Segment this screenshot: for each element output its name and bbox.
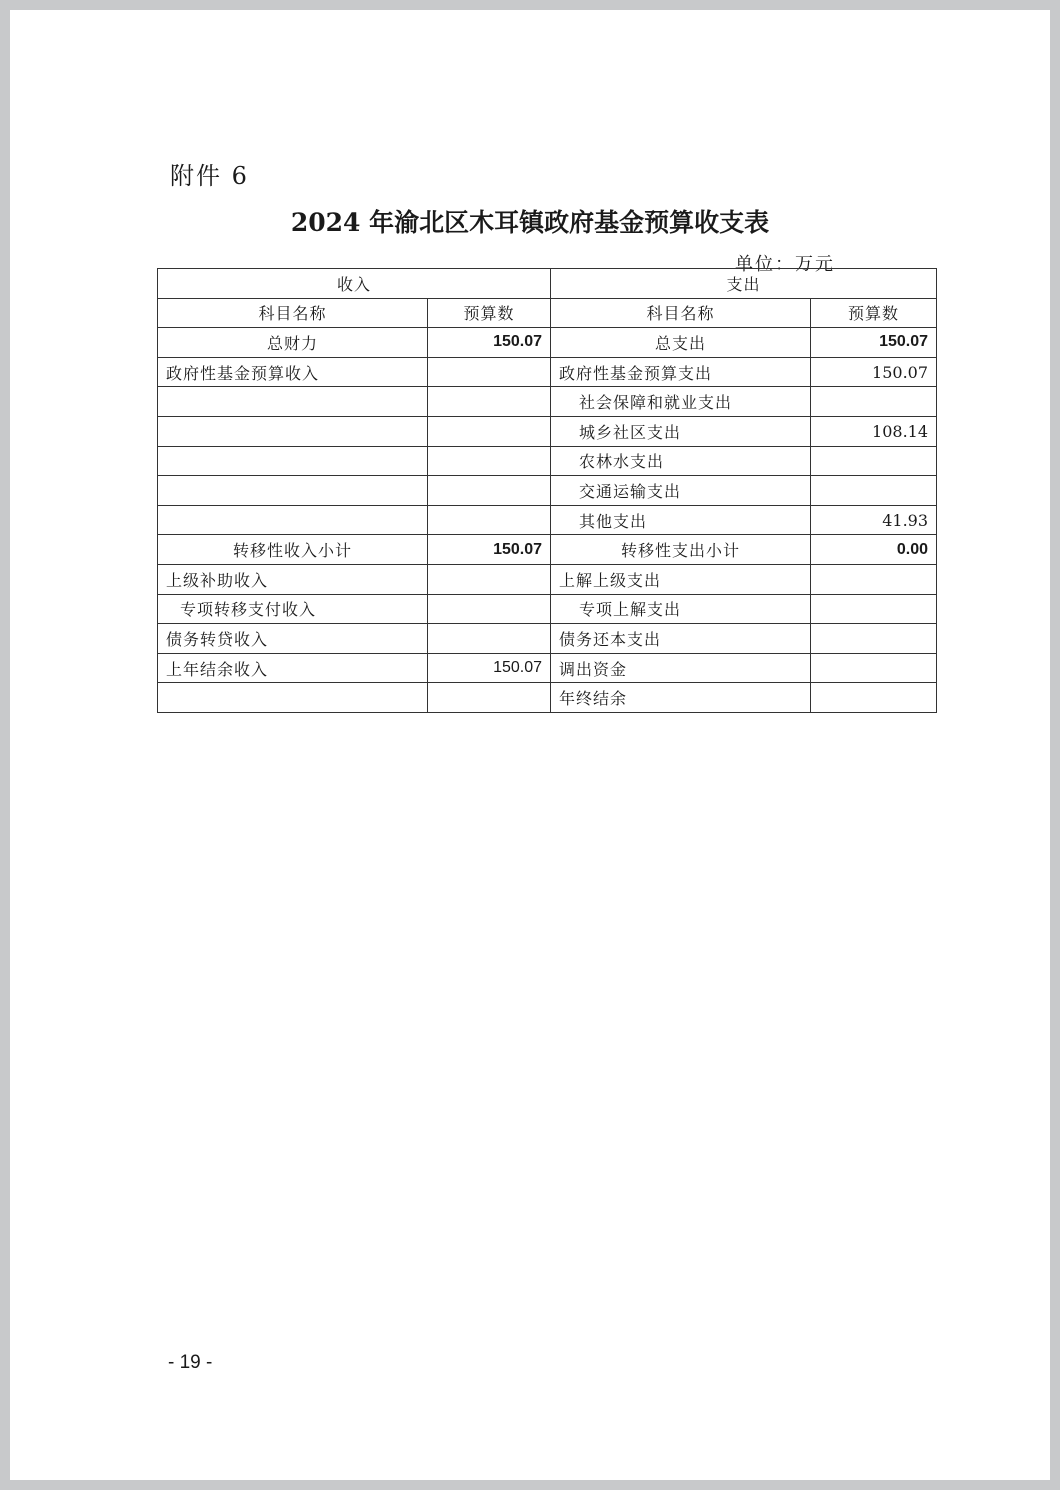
expense-name-cell: 交通运输支出: [551, 476, 811, 506]
income-name-cell: [158, 683, 428, 713]
table-row: [158, 594, 937, 624]
table-row: [158, 683, 937, 713]
expense-name-cell: 农林水支出: [551, 446, 811, 476]
income-amount-cell: 150.07: [428, 328, 551, 358]
table-row: [158, 653, 937, 683]
income-amount-header: 预算数: [428, 298, 551, 328]
budget-table: [157, 268, 937, 713]
income-name-header: 科目名称: [158, 298, 428, 328]
table-row: [158, 564, 937, 594]
income-name-cell: [158, 505, 428, 535]
expense-name-cell: 其他支出: [551, 505, 811, 535]
table-row: [158, 328, 937, 358]
expense-name-cell: 债务还本支出: [551, 624, 811, 654]
table-row: [158, 357, 937, 387]
expense-name-cell: 社会保障和就业支出: [551, 387, 811, 417]
expense-amount-cell: [811, 476, 937, 506]
income-amount-cell: [428, 387, 551, 417]
income-amount-cell: 150.07: [428, 535, 551, 565]
income-name-cell: 债务转贷收入: [158, 624, 428, 654]
income-amount-cell: [428, 416, 551, 446]
table-row: [158, 387, 937, 417]
expense-name-cell: 城乡社区支出: [551, 416, 811, 446]
income-name-cell: 专项转移支付收入: [158, 594, 428, 624]
expense-amount-cell: [811, 624, 937, 654]
expense-name-header: 科目名称: [551, 298, 811, 328]
expense-name-cell: 调出资金: [551, 653, 811, 683]
page-number: - 19 -: [168, 1352, 213, 1373]
expense-amount-cell: [811, 564, 937, 594]
expense-name-cell: 年终结余: [551, 683, 811, 713]
expense-amount-cell: [811, 653, 937, 683]
expense-name-cell: 专项上解支出: [551, 594, 811, 624]
table-row: [158, 535, 937, 565]
income-amount-cell: [428, 446, 551, 476]
income-amount-cell: [428, 476, 551, 506]
income-name-cell: [158, 446, 428, 476]
expense-amount-header: 预算数: [811, 298, 937, 328]
table-sub-header-row: [158, 298, 937, 328]
table-row: [158, 624, 937, 654]
expense-amount-cell: [811, 446, 937, 476]
page-title: 2024 年渝北区木耳镇政府基金预算收支表: [290, 208, 770, 237]
expense-amount-cell: 41.93: [811, 505, 937, 535]
expense-amount-cell: 150.07: [811, 357, 937, 387]
income-name-cell: 上年结余收入: [158, 653, 428, 683]
attachment-label: 附件 6: [170, 162, 249, 190]
table-group-header-row: [158, 269, 937, 299]
income-amount-cell: 150.07: [428, 653, 551, 683]
expense-amount-cell: [811, 594, 937, 624]
expense-header: 支出: [551, 269, 937, 299]
income-name-cell: [158, 387, 428, 417]
income-amount-cell: [428, 564, 551, 594]
expense-amount-cell: [811, 683, 937, 713]
income-name-cell: 政府性基金预算收入: [158, 357, 428, 387]
expense-name-cell: 转移性支出小计: [551, 535, 811, 565]
expense-name-cell: 政府性基金预算支出: [551, 357, 811, 387]
unit-label: 单位：万元: [735, 254, 835, 275]
income-name-cell: [158, 476, 428, 506]
expense-name-cell: 总支出: [551, 328, 811, 358]
expense-amount-cell: 0.00: [811, 535, 937, 565]
income-amount-cell: [428, 624, 551, 654]
income-name-cell: 总财力: [158, 328, 428, 358]
table-row: [158, 446, 937, 476]
expense-amount-cell: [811, 387, 937, 417]
table-row: [158, 476, 937, 506]
income-amount-cell: [428, 683, 551, 713]
income-name-cell: 转移性收入小计: [158, 535, 428, 565]
table-row: [158, 416, 937, 446]
income-name-cell: [158, 416, 428, 446]
income-header: 收入: [158, 269, 551, 299]
expense-name-cell: 上解上级支出: [551, 564, 811, 594]
expense-amount-cell: 150.07: [811, 328, 937, 358]
income-amount-cell: [428, 357, 551, 387]
expense-amount-cell: 108.14: [811, 416, 937, 446]
income-name-cell: 上级补助收入: [158, 564, 428, 594]
income-amount-cell: [428, 505, 551, 535]
document-page: [10, 10, 1050, 1480]
income-amount-cell: [428, 594, 551, 624]
table-row: [158, 505, 937, 535]
